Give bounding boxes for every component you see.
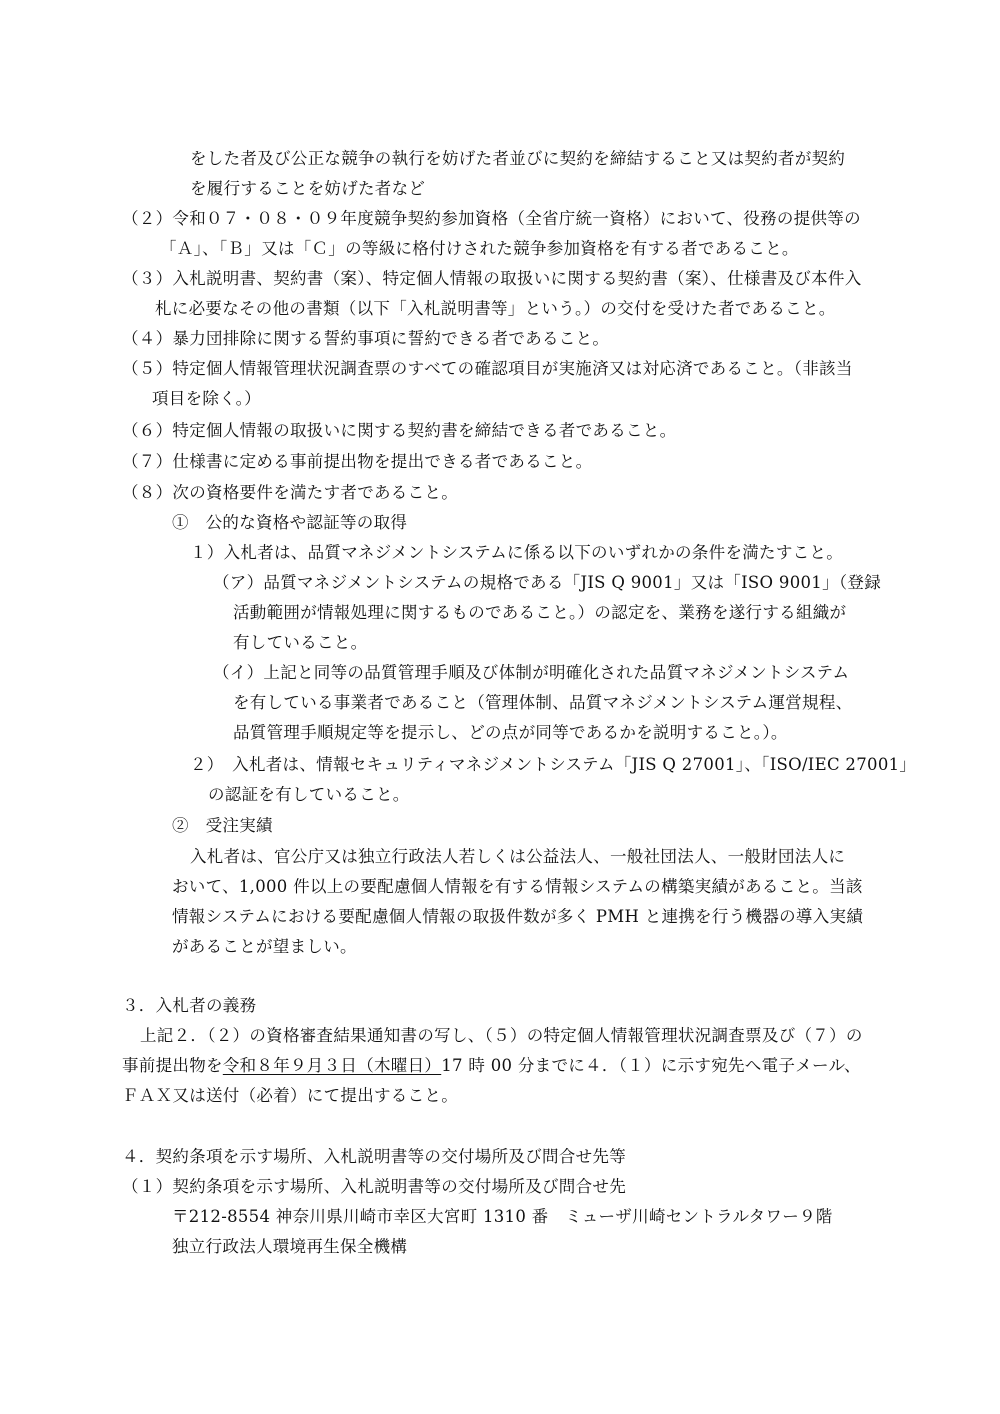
section-3-line-3: ＦＡＸ又は送付（必着）にて提出すること。 (122, 1086, 458, 1105)
item-8: （８）次の資格要件を満たす者であること。 (122, 483, 458, 502)
section-4-sub-1: （１）契約条項を示す場所、入札説明書等の交付場所及び問合せ先 (122, 1177, 626, 1196)
sub1-a-line-2: 活動範囲が情報処理に関するものであること。）の認定を、業務を遂行する組織が (233, 603, 847, 622)
sub1-p2-line-1: ２） 入札者は、情報セキュリティマネジメントシステム「JIS Q 27001」、「ISO/IEC 27001」 (190, 755, 917, 774)
section-3-line-2 (122, 1055, 861, 1077)
sub2-line-4: があることが望ましい。 (172, 937, 357, 956)
item-4: （４）暴力団排除に関する誓約事項に誓約できる者であること。 (122, 329, 610, 348)
sub2-line-2: おいて、1,000 件以上の要配慮個人情報を有する情報システムの構築実績があること。当該 (172, 877, 863, 896)
item-6: （６）特定個人情報の取扱いに関する契約書を締結できる者であること。 (122, 421, 677, 440)
section-3-line-2-pre: 事前提出物を (122, 1056, 223, 1075)
sub2-line-1: 入札者は、官公庁又は独立行政法人若しくは公益法人、一般社団法人、一般財団法人に (190, 847, 846, 866)
sub1-a-line-3: 有していること。 (233, 633, 368, 652)
sub1-b-line-3: 品質管理手順規定等を提示し、どの点が同等であるかを説明すること。）。 (233, 723, 788, 742)
item-3-line-1: （３）入札説明書、契約書（案）、特定個人情報の取扱いに関する契約書（案）、仕様書及び本件入 (122, 269, 862, 288)
continuation-line-2: を履行することを妨げた者など (190, 179, 426, 198)
section-3-line-2-post: 17 時 00 分までに４．（１）に示す宛先へ電子メール、 (441, 1056, 861, 1075)
continuation-line-1: をした者及び公正な競争の執行を妨げた者並びに契約を締結すること又は契約者が契約 (190, 149, 846, 168)
item-5-line-2: 項目を除く。） (152, 389, 262, 408)
item-2-line-1: （２）令和０７・０８・０９年度競争契約参加資格（全省庁統一資格）において、役務の提供等の (122, 209, 861, 228)
item-5-line-1: （５）特定個人情報管理状況調査票のすべての確認項目が実施済又は対応済であること。（非該当 (122, 359, 853, 378)
section-4-title: ４．契約条項を示す場所、入札説明書等の交付場所及び問合せ先等 (122, 1147, 626, 1166)
sub1-p1: １）入札者は、品質マネジメントシステムに係る以下のいずれかの条件を満たすこと。 (190, 543, 844, 562)
section-3-title: ３．入札者の義務 (122, 996, 257, 1015)
deadline-date: 令和８年９月３日（木曜日） (222, 1056, 442, 1075)
sub1-heading: ① 公的な資格や認証等の取得 (172, 513, 408, 532)
sub1-a-line-1: （ア）品質マネジメントシステムの規格である「JIS Q 9001」又は「ISO 9001」（登録 (213, 573, 882, 592)
sub1-p2-line-2: の認証を有していること。 (208, 785, 410, 804)
sub2-heading: ② 受注実績 (172, 816, 273, 835)
contact-organization: 独立行政法人環境再生保全機構 (172, 1237, 408, 1256)
item-7: （７）仕様書に定める事前提出物を提出できる者であること。 (122, 452, 593, 471)
sub2-line-3: 情報システムにおける要配慮個人情報の取扱件数が多く PMH と連携を行う機器の導入実績 (172, 907, 864, 926)
section-3-line-1: 上記２．（２）の資格審査結果通知書の写し、（５）の特定個人情報管理状況調査票及び（７）の (140, 1026, 863, 1045)
item-3-line-2: 札に必要なその他の書類（以下「入札説明書等」という。）の交付を受けた者であること。 (155, 299, 836, 318)
sub1-b-line-2: を有している事業者であること（管理体制、品質マネジメントシステム運営規程、 (233, 693, 853, 712)
item-2-line-2: 「Ａ」、「Ｂ」又は「Ｃ」の等級に格付けされた競争参加資格を有する者であること。 (160, 239, 799, 258)
contact-address: 〒212-8554 神奈川県川崎市幸区大宮町 1310 番 ミューザ川崎セントラルタワー９階 (172, 1207, 833, 1226)
sub1-b-line-1: （イ）上記と同等の品質管理手順及び体制が明確化された品質マネジメントシステム (213, 663, 850, 682)
